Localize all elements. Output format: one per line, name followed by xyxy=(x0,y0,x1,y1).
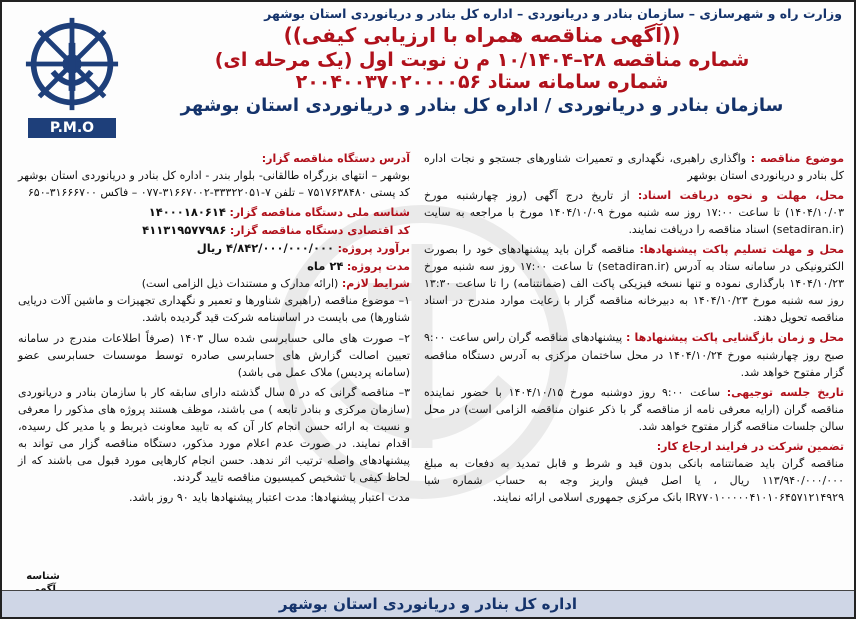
conditions-label: شرایط لازم: xyxy=(341,277,410,291)
logo-text: P.M.O xyxy=(28,118,116,138)
briefing-label: تاریخ جلسه توجیهی: xyxy=(726,385,845,399)
ministry-line: وزارت راه و شهرسازی – سازمان بنادر و دریانوردی – اداره کل بنادر و دریانوردی استان بوشهر xyxy=(264,6,842,21)
opening-text: پیشنهادهای مناقصه گران راس ساعت ۹:۰۰ صبح روز چهارشنبه مورخ ۱۴۰۴/۱۰/۲۴ در محل ساختمان مرکزی به آدرس دستگاه مناقصه گزار مفتوح خواهد شد. xyxy=(424,331,844,379)
conditions-note: (ارائه مدارک و مستندات ذیل الزامی است) xyxy=(141,277,339,291)
organization-line: سازمان بنادر و دریانوردی / اداره کل بنادر و دریانوردی استان بوشهر xyxy=(180,95,784,116)
submission-label: محل و مهلت تسلیم پاکت پیشنهادها: xyxy=(639,243,845,257)
footer-bar: اداره کل بنادر و دریانوردی استان بوشهر xyxy=(2,590,854,617)
bid-id-label: شناسه xyxy=(26,571,60,582)
validity-text: مدت اعتبار پیشنهادها: مدت اعتبار پیشنهادها باید ۹۰ روز باشد. xyxy=(129,490,410,504)
econ-code-value: ۴۱۱۳۱۹۵۷۷۹۸۶ xyxy=(142,222,227,237)
opening-label: محل و زمان بازگشایی پاکت پیشنهادها : xyxy=(626,331,844,345)
guarantee-label: تضمین شرکت در فرایند ارجاع کار: xyxy=(656,439,844,453)
notice-title: ((آگهی مناقصه همراه با ارزیابی کیفی)) xyxy=(283,23,681,47)
opening-section xyxy=(424,329,844,380)
duration-label: مدت پروژه: xyxy=(346,259,410,273)
address-section xyxy=(18,150,410,201)
briefing-section xyxy=(424,384,844,435)
documents-label: محل، مهلت و نحوه دریافت اسناد: xyxy=(637,189,845,203)
guarantee-text: مناقصه گران باید ضمانتنامه بانکی بدون قید و شرط و قابل تمدید به دفعات به مبلغ ۱۱۳/۹۴۰/۰۰۰/۰۰۰ ریال ، یا اصل فیش واریز وجه به حساب شماره شبا IR۷۷۰۱۰۰۰۰۰۴۱۰۱۰۶۴۵۷۱۲۱۴۹۲۹ بانک مرکزی جمهوری اسلامی ارائه نمایند. xyxy=(424,456,844,504)
pmo-logo xyxy=(24,14,120,144)
national-id-label: شناسه ملی دستگاه مناقصه گزار: xyxy=(229,206,410,220)
national-id-value: ۱۴۰۰۰۱۸۰۶۱۴ xyxy=(148,205,226,220)
anchor-wheel-icon xyxy=(24,14,120,114)
right-column xyxy=(424,150,844,586)
subject-label: موضوع مناقصه : xyxy=(750,152,845,165)
left-column xyxy=(18,150,410,586)
duration-value: ۲۴ ماه xyxy=(307,258,344,273)
documents-section xyxy=(424,187,844,238)
national-id-row xyxy=(18,204,410,222)
submission-text: مناقصه گران باید پیشنهادهای خود را بصورت الکترونیکی در سامانه ستاد به آدرس (setadiran.ir) تا ساعت ۱۷:۰۰ روز سه شنبه مورخ ۱۴۰۴/۱۰/۲۳ بارگذاری نموده و تنها نسخه فیزیکی پاکت الف (ضمانتنامه) را تا ساعت ۱۳:۳۰ روز سه شنبه مورخ ۱۴۰۴/۱۰/۲۳ به دبیرخانه مناقصه گزار با رعایت موارد مندرج در اسناد مناقصه تحویل دهند. xyxy=(424,243,845,325)
estimate-row xyxy=(18,240,410,258)
condition-2: ۲– صورت های مالی حسابرسی شده سال ۱۴۰۳ (صرفاً اطلاعات مندرج در سامانه تعیین اصالت گزارش های حسابرسی صادره توسط موسسات حسابرسی عضو (سامانه پردیس) ملاک عمل می باشد) xyxy=(18,331,410,379)
documents-text: از تاریخ درج آگهی (روز چهارشنبه مورخ ۱۴۰۴/۱۰/۰۳) تا ساعت ۱۷:۰۰ روز سه شنبه مورخ ۱۴۰۴/۱۰/۰۹ مورخ با مراجعه به سایت (setadiran.ir) اسناد مناقصه را دریافت نمایند. xyxy=(424,189,844,237)
notice-header xyxy=(122,6,842,116)
estimate-label: برآورد پروژه: xyxy=(337,241,410,255)
address-text: بوشهر – انتهای بزرگراه طالقانی- بلوار بندر - اداره کل بنادر و دریانوردی استان بوشهر کد پستی ۷۵۱۷۶۳۸۴۸۰ – تلفن ۷-۳۳۳۲۲۰۵۱-۳۱۶۶۷۰۰۲-۰۷۷ – فاکس ۳۱۶۶۶۷۰۰-۶۵۰ xyxy=(18,169,410,200)
estimate-value: ۴/۸۴۲/۰۰۰/۰۰۰/۰۰۰ ریال xyxy=(196,240,335,255)
conditions-row xyxy=(18,275,410,292)
econ-code-label: کد اقتصادی دستگاه مناقصه گزار: xyxy=(229,223,410,237)
condition-1: ۱– موضوع مناقصه (راهبری شناورها و تعمیر و نگهداری تجهیزات و ماشین آلات دریایی شناورها) می بایست در اساسنامه شرکت قید گردیده باشد. xyxy=(18,294,410,325)
guarantee-section xyxy=(424,438,844,506)
duration-row xyxy=(18,258,410,276)
tender-number: شماره مناقصه ۲۸–۱۰/۱۴۰۴ م ن نوبت اول (یک مرحله ای) xyxy=(214,49,750,71)
subject-text: واگذاری راهبری، نگهداری و تعمیرات شناورهای جستجو و نجات اداره کل بنادر و دریانوردی استان بوشهر xyxy=(424,152,844,183)
notice-body xyxy=(12,150,844,586)
briefing-text: ساعت ۹:۰۰ روز دوشنبه مورخ ۱۴۰۴/۱۰/۱۵ با حضور نماینده مناقصه گران (ارایه معرفی نامه از مناقصه گر با ذکر عنوان مناقصه الزامی است) در محل سالن جلسات مناقصه گزار مفتوح خواهد شد. xyxy=(424,385,844,433)
address-label: آدرس دستگاه مناقصه گزار: xyxy=(261,152,410,165)
econ-code-row xyxy=(18,222,410,240)
portal-number: شماره سامانه ستاد ۲۰۰۴۰۰۳۷۰۲۰۰۰۰۵۶ xyxy=(295,71,669,93)
condition-3: ۳– مناقصه گرانی که در ۵ سال گذشته دارای سابقه کار با سازمان بنادر و دریانوردی (سازمان مرکزی و بنادر تابعه ) می باشند، موظف هستند پروژه های مذکور را معرفی و نسبت به ارائه حسن انجام کار آن که به تایید معاونت ذیربط و یا مدیر کل رسیده، اقدام نمایند. در صورت عدم اعلام مورد مذکور، دستگاه مناقصه گزار می تواند به پیشنهادهای واصله ترتیب اثر ندهد. حسن انجام کارهایی مورد قبول می باشند که از لحاظ کیفی با تشخیص کمیسیون مناقصه تایید گردند. xyxy=(18,385,410,484)
subject-section xyxy=(424,150,844,184)
submission-section xyxy=(424,241,844,326)
